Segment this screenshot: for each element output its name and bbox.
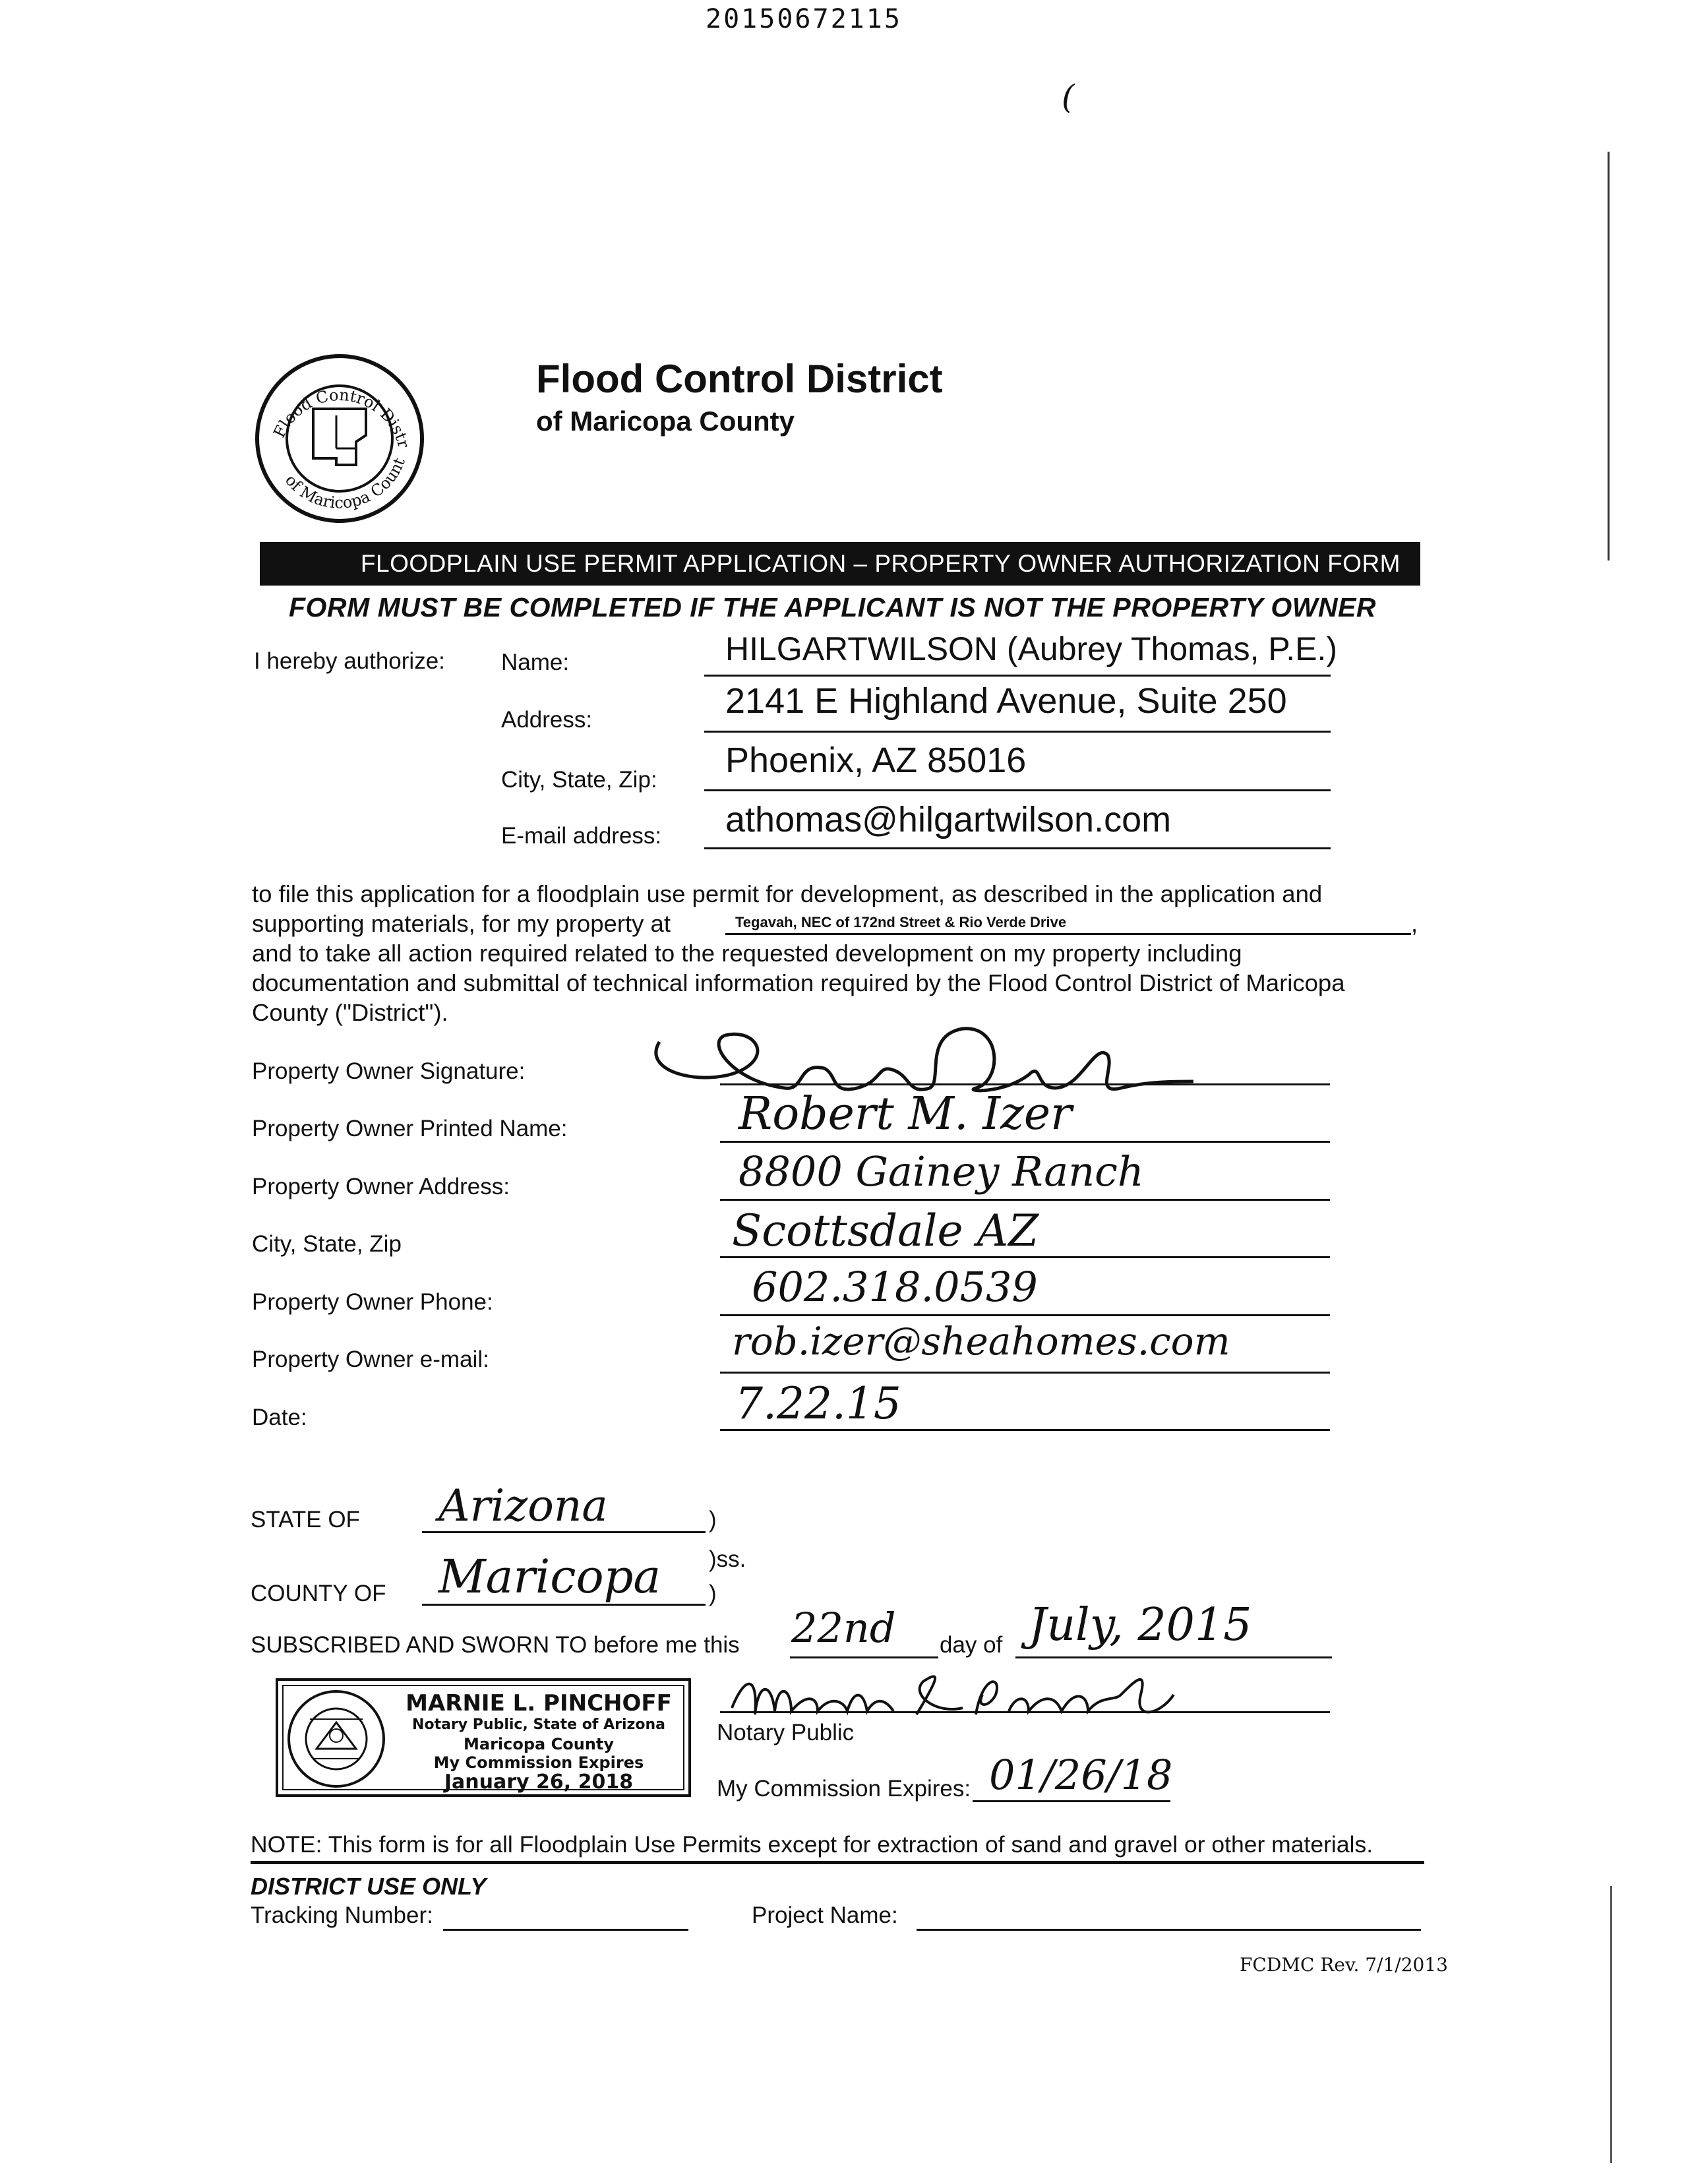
owner-email-underline	[720, 1372, 1330, 1374]
form-instruction: FORM MUST BE COMPLETED IF THE APPLICANT IS NOT THE PROPERTY OWNER	[289, 592, 1377, 622]
scan-mark: (	[1062, 78, 1075, 116]
notary-signature-underline	[720, 1711, 1330, 1713]
name-underline	[704, 675, 1331, 677]
note-rule	[251, 1861, 1424, 1864]
owner-city-value: Scottsdale AZ	[732, 1205, 1039, 1256]
city-value: Phoenix, AZ 85016	[725, 741, 1027, 780]
body-line-2-pre: supporting materials, for my property at	[252, 910, 671, 937]
form-revision: FCDMC Rev. 7/1/2013	[1240, 1954, 1448, 1976]
notary-stamp	[276, 1678, 691, 1797]
body-line-2-post: ,	[1411, 910, 1418, 937]
email-underline	[704, 847, 1331, 849]
project-name-underline	[917, 1929, 1421, 1931]
sworn-month-value: July, 2015	[1029, 1599, 1252, 1651]
owner-name-underline	[720, 1141, 1330, 1143]
owner-name-value: Robert M. Izer	[738, 1088, 1072, 1140]
date-value: 7.22.15	[735, 1378, 901, 1429]
owner-phone-label: Property Owner Phone:	[252, 1289, 493, 1315]
name-value: HILGARTWILSON (Aubrey Thomas, P.E.)	[725, 630, 1338, 667]
owner-phone-value: 602.318.0539	[752, 1263, 1038, 1311]
property-location: Tegavah, NEC of 172nd Street & Rio Verde Drive	[735, 914, 1067, 930]
page-edge-line	[1610, 1886, 1612, 2163]
day-of-label: day of	[940, 1632, 1003, 1658]
district-use-title: DISTRICT USE ONLY	[251, 1873, 487, 1900]
note-text: NOTE: This form is for all Floodplain Use Permits except for extraction of sand and gravel or other materials.	[251, 1831, 1373, 1858]
document-id: 20150672115	[706, 4, 902, 34]
page-edge-line	[1608, 152, 1610, 561]
body-line-1: to file this application for a floodplain use permit for development, as described in the application and	[252, 880, 1323, 907]
page-title: Flood Control District	[536, 357, 943, 401]
owner-city-underline	[720, 1256, 1330, 1258]
svg-text:Flood Control District: Flood Control Distr	[270, 385, 413, 450]
state-of-label: STATE OF	[251, 1507, 360, 1532]
county-paren: )	[709, 1581, 717, 1606]
county-value: Maricopa	[438, 1550, 661, 1604]
body-line-5: County ("District").	[252, 999, 448, 1026]
body-line-3: and to take all action required related to the requested development on my property including	[252, 940, 1242, 967]
email-label: E-mail address:	[501, 823, 662, 849]
owner-address-label: Property Owner Address:	[252, 1174, 510, 1199]
owner-name-label: Property Owner Printed Name:	[252, 1116, 568, 1141]
commission-expires-underline	[973, 1800, 1170, 1802]
body-line-4: documentation and submittal of technical information required by the Flood Control District of Maricopa	[252, 969, 1345, 996]
date-label: Date:	[252, 1405, 307, 1430]
county-of-label: COUNTY OF	[251, 1581, 386, 1606]
svg-text:of Maricopa County: of Maricopa Count	[281, 455, 409, 512]
project-name-label: Project Name:	[752, 1902, 898, 1928]
authorize-label: I hereby authorize:	[254, 648, 445, 674]
ss-label: )ss.	[709, 1546, 746, 1572]
owner-email-label: Property Owner e-mail:	[252, 1347, 489, 1372]
stamp-line-2: Notary Public, State of Arizona	[412, 1716, 665, 1733]
stamp-name: MARNIE L. PINCHOFF	[406, 1690, 672, 1716]
page-subtitle: of Maricopa County	[536, 406, 795, 437]
owner-email-value: rob.izer@sheahomes.com	[732, 1319, 1230, 1364]
owner-city-label: City, State, Zip	[252, 1231, 402, 1257]
address-underline	[704, 731, 1331, 733]
tracking-number-underline	[443, 1929, 688, 1931]
seal-icon	[251, 349, 429, 528]
owner-signature-label: Property Owner Signature:	[252, 1058, 526, 1084]
sworn-day-value: 22nd	[791, 1604, 896, 1652]
notary-public-label: Notary Public	[717, 1720, 855, 1745]
form-banner-text: FLOODPLAIN USE PERMIT APPLICATION – PROPERTY OWNER AUTHORIZATION FORM	[360, 550, 1401, 577]
district-seal	[251, 349, 429, 528]
city-label: City, State, Zip:	[501, 767, 657, 793]
form-banner	[260, 542, 1420, 586]
stamp-line-5: January 26, 2018	[444, 1771, 634, 1794]
state-value: Arizona	[438, 1480, 608, 1531]
state-seal-icon	[284, 1686, 389, 1792]
stamp-line-4: My Commission Expires	[433, 1753, 644, 1772]
state-underline	[422, 1531, 706, 1533]
owner-address-underline	[720, 1199, 1330, 1201]
date-underline	[720, 1429, 1330, 1431]
email-value: athomas@hilgartwilson.com	[725, 800, 1172, 839]
state-paren: )	[709, 1507, 717, 1532]
commission-expires-value: 01/26/18	[989, 1751, 1173, 1799]
owner-address-value: 8800 Gainey Ranch	[738, 1147, 1144, 1196]
tracking-number-label: Tracking Number:	[251, 1902, 433, 1928]
name-label: Name:	[501, 650, 570, 675]
property-underline	[725, 933, 1411, 935]
city-underline	[704, 789, 1331, 791]
commission-expires-label: My Commission Expires:	[717, 1776, 971, 1802]
sworn-label: SUBSCRIBED AND SWORN TO before me this	[251, 1632, 740, 1658]
county-underline	[422, 1604, 706, 1606]
owner-phone-underline	[720, 1314, 1330, 1316]
address-label: Address:	[501, 707, 593, 733]
stamp-line-3: Maricopa County	[464, 1735, 614, 1753]
address-value: 2141 E Highland Avenue, Suite 250	[725, 681, 1287, 721]
